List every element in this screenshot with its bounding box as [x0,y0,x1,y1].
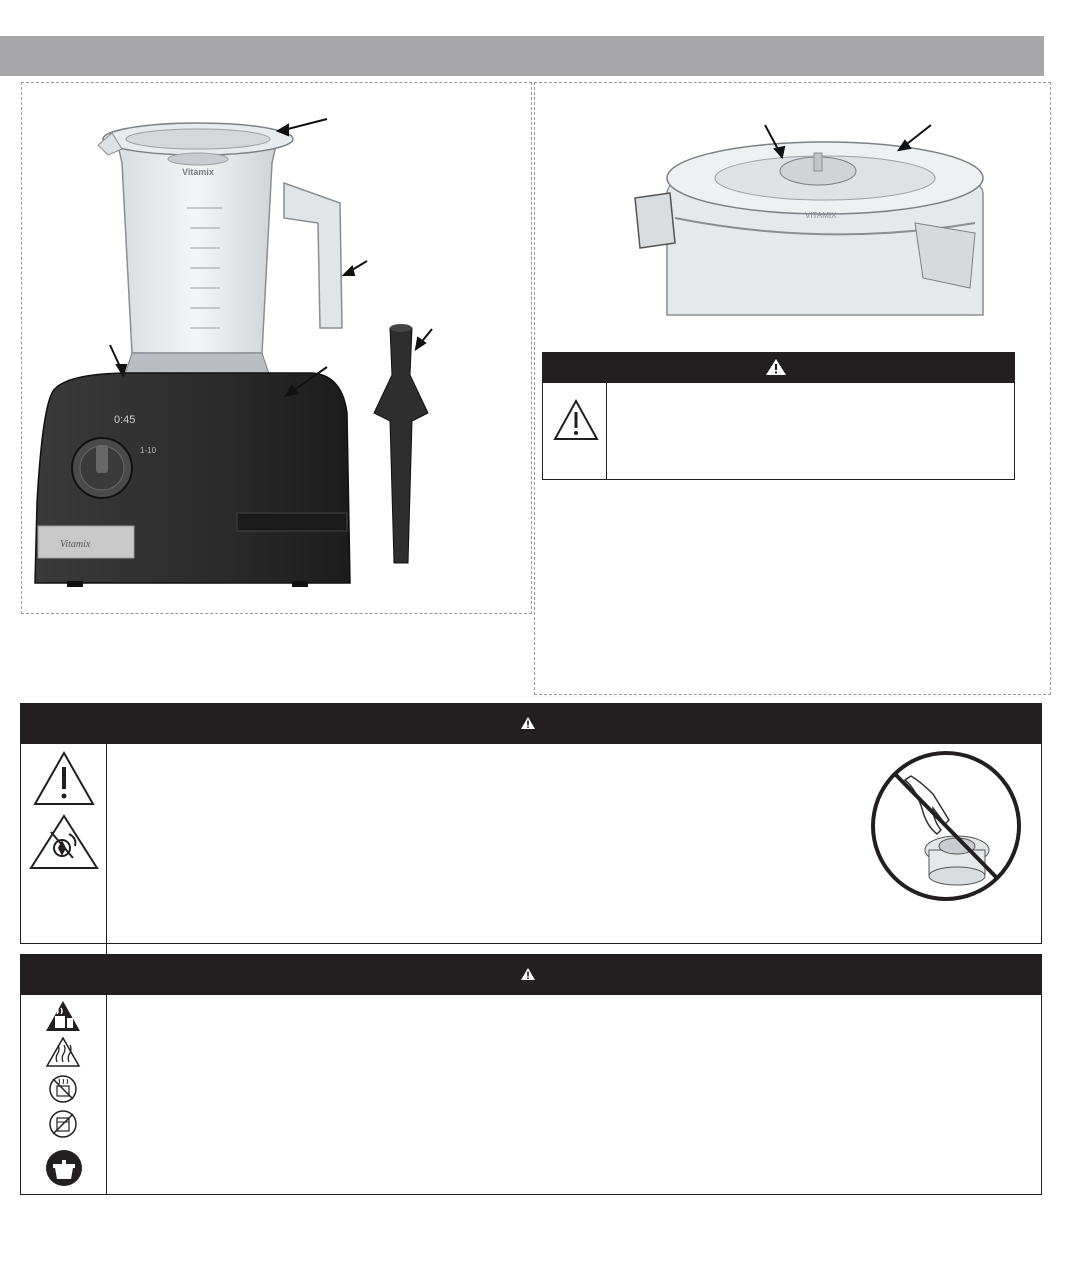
hot-liquid-icon [45,1000,81,1032]
lid-illustration [535,83,1052,323]
warning-triangle-icon [765,358,787,376]
warning-2-header [20,954,1042,994]
blade-hazard-icon [29,814,99,870]
warning-triangle-icon [33,751,95,806]
caution-box [542,382,1015,480]
warning-1-header [20,703,1042,743]
no-hand-in-blade-icon [867,750,1025,902]
no-overfill-icon [47,1108,79,1140]
container-brand: Vitamix [182,167,214,177]
warning-box-2 [20,994,1042,1195]
blender-illustration [22,83,533,615]
warning-2-divider [106,995,107,1194]
timer-display: 0:45 [114,414,136,426]
lid-on-icon [45,1149,83,1187]
warning-triangle-icon [553,399,599,441]
warning-1-divider [106,744,107,954]
warning-triangle-icon [520,716,536,730]
no-hot-ingredients-icon [47,1073,79,1105]
caution-divider [606,383,607,479]
blender-figure-panel [21,82,532,614]
dial-label: 1-10 [140,446,157,455]
caution-header [542,352,1015,382]
base-brand: Vitamix [60,539,91,550]
warning-box-1 [20,743,1042,944]
lid-brand: VITAMIX [805,211,837,220]
header-bar [0,36,1044,76]
lid-figure-panel [534,82,1051,695]
warning-triangle-icon [520,967,536,981]
hot-surface-icon [45,1036,81,1068]
